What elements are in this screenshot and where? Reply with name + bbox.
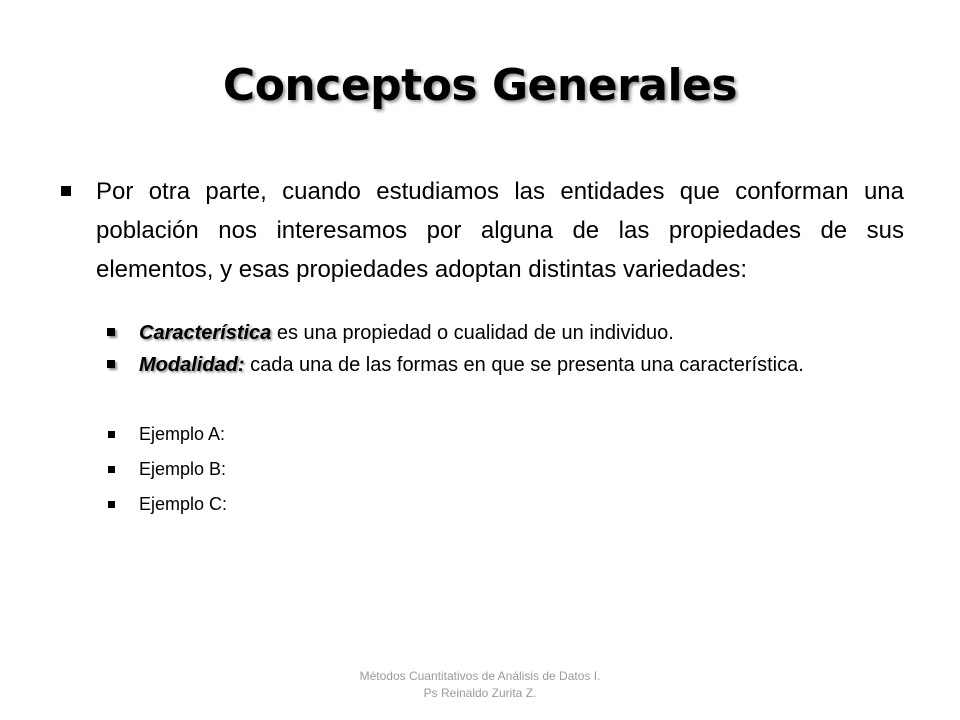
square-bullet-icon — [108, 501, 115, 508]
example-label: Ejemplo C: — [139, 494, 228, 514]
definition-item-caracteristica — [106, 317, 904, 349]
definition-term: Modalidad: — [139, 354, 245, 376]
square-bullet-icon — [61, 186, 71, 196]
example-item — [106, 417, 904, 452]
slide-footer — [0, 668, 960, 702]
definition-text: es una propiedad o cualidad de un individuo. — [271, 322, 674, 344]
slide-title: Conceptos Generales — [222, 60, 738, 111]
intro-bullet — [56, 172, 904, 289]
definitions-list — [56, 317, 904, 522]
definition-text: cada una de las formas en que se presenta una característica. — [244, 354, 804, 376]
example-item — [106, 487, 904, 522]
square-bullet-icon — [108, 431, 115, 438]
square-bullet-icon — [108, 466, 115, 473]
example-label: Ejemplo B: — [139, 459, 227, 479]
footer-course: Métodos Cuantitativos de Análisis de Datos I. — [359, 669, 601, 683]
square-bullet-icon — [107, 360, 115, 368]
definition-item-modalidad — [106, 349, 904, 381]
square-bullet-icon — [107, 328, 115, 336]
slide-content — [56, 172, 904, 522]
example-label: Ejemplo A: — [139, 424, 226, 444]
intro-bullet-text: Por otra parte, cuando estudiamos las entidades que conforman una población nos interesamos por alguna de las propiedades de sus elementos, y esas propiedades adoptan distintas variedades: — [96, 178, 904, 283]
definition-term: Característica — [139, 322, 272, 344]
example-item — [106, 452, 904, 487]
footer-author: Ps Reinaldo Zurita Z. — [423, 686, 537, 700]
